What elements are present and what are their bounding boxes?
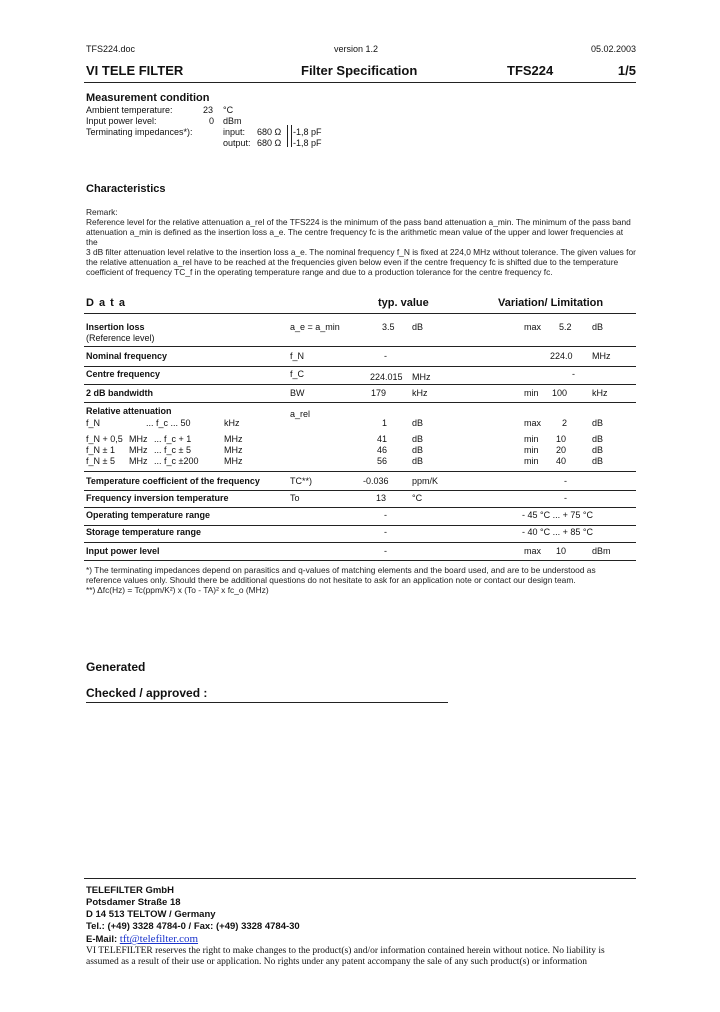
term-input-cap: -1,8 pF <box>293 127 322 137</box>
signature-line <box>86 702 448 703</box>
table-header-rule <box>84 313 636 314</box>
row-lim-unit: dB <box>592 322 604 332</box>
ra-frequency: f_N + 0,5 <box>86 434 123 444</box>
row-lim: 224.0 <box>550 351 573 361</box>
row-label: Insertion loss <box>86 322 145 332</box>
table-row <box>86 456 636 472</box>
col-data: D a t a <box>86 297 127 309</box>
row-typ-unit: dB <box>412 445 424 455</box>
row-lim-unit: dB <box>592 445 604 455</box>
generated-label: Generated <box>86 660 146 674</box>
row-rule <box>84 560 636 561</box>
row-label: Relative attenuation <box>86 406 172 416</box>
footer-street: Potsdamer Straße 18 <box>86 897 181 908</box>
row-lim: - 45 °C ... + 75 °C <box>522 510 593 520</box>
term-output-label: output: <box>223 138 251 148</box>
measurement-title: Measurement condition <box>86 92 210 104</box>
footnote-1: *) The terminating impedances depend on parasitics and q-values of matching elements and the board used, and are to be understood as <box>86 565 596 575</box>
row-lim: 100 <box>552 388 568 398</box>
row-lim-kind: min <box>524 434 539 444</box>
characteristics-title: Characteristics <box>86 183 166 195</box>
row-lim: 40 <box>556 456 567 466</box>
row-symbol: To <box>290 493 300 503</box>
ra-unit: MHz <box>224 445 243 455</box>
row-lim: 5.2 <box>559 322 572 332</box>
row-symbol: BW <box>290 388 305 398</box>
row-typ: 1 <box>382 418 388 428</box>
ra-frequency: f_N ± 1 <box>86 445 115 455</box>
row-symbol: TC**) <box>290 476 312 486</box>
row-rule <box>84 542 636 543</box>
input-power-unit: dBm <box>223 116 242 126</box>
row-lim-kind: max <box>524 418 542 428</box>
row-lim: 20 <box>556 445 567 455</box>
row-lim-unit: MHz <box>592 351 611 361</box>
ra-frequency: f_N ± 5 <box>86 456 115 466</box>
row-typ: 46 <box>377 445 388 455</box>
row-typ: 13 <box>376 493 387 503</box>
row-typ: 224.015 <box>370 372 403 382</box>
row-lim: 10 <box>556 546 567 556</box>
table-row <box>86 351 636 367</box>
table-row <box>86 510 636 526</box>
ra-mhz: MHz <box>129 434 148 444</box>
row-rule <box>84 384 636 385</box>
row-typ: 179 <box>371 388 387 398</box>
row-lim: 10 <box>556 434 567 444</box>
row-lim-kind: min <box>524 388 539 398</box>
doc-version: version 1.2 <box>334 44 379 54</box>
footer-city: D 14 513 TELTOW / Germany <box>86 909 216 920</box>
row-lim: 2 <box>562 418 568 428</box>
checked-label: Checked / approved : <box>86 686 208 700</box>
footnote-2: **) Δfc(Hz) = Tc(ppm/K²) x (To - TA)² x fc_o (MHz) <box>86 585 269 595</box>
row-typ-unit: dB <box>412 322 424 332</box>
page-number: 1/5 <box>617 63 636 78</box>
ra-unit: MHz <box>224 434 243 444</box>
row-symbol: a_rel <box>290 409 311 419</box>
footer-company: TELEFILTER GmbH <box>86 885 174 896</box>
row-typ: 41 <box>377 434 388 444</box>
row-symbol: a_e = a_min <box>290 322 340 332</box>
row-lim: - <box>572 369 575 379</box>
row-typ: - <box>384 510 387 520</box>
input-power-label: Input power level: <box>86 116 157 126</box>
row-lim-unit: dB <box>592 418 604 428</box>
row-rule <box>84 525 636 526</box>
row-label: Temperature coefficient of the frequency <box>86 476 260 486</box>
ambient-value: 23 <box>203 105 214 115</box>
row-lim-unit: dB <box>592 456 604 466</box>
header-rule <box>84 82 636 83</box>
remark-line: the <box>86 237 98 247</box>
ra-unit: MHz <box>224 456 243 466</box>
row-rule <box>84 490 636 491</box>
row-typ: - <box>384 527 387 537</box>
row-typ: -0.036 <box>363 476 389 486</box>
ra-range: ... f_c ... 50 <box>146 418 191 428</box>
row-lim-kind: min <box>524 445 539 455</box>
row-label: Centre frequency <box>86 369 161 379</box>
footer-phone: Tel.: (+49) 3328 4784-0 / Fax: (+49) 3328 4784-30 <box>86 921 300 932</box>
ambient-unit: °C <box>223 105 234 115</box>
row-typ-unit: dB <box>412 456 424 466</box>
remark-line: 3 dB filter attenuation level relative to the insertion loss a_e. The nominal frequency f_N is fixed at 224,0 MHz without tolerance. The given values for <box>86 247 636 257</box>
doc-title: Filter Specification <box>301 63 418 78</box>
row-typ-unit: °C <box>412 493 423 503</box>
footer-email-label: E-Mail: <box>86 934 120 945</box>
email-link[interactable]: tft@telefilter.com <box>119 933 199 945</box>
company-name: VI TELE FILTER <box>86 63 184 78</box>
col-typ: typ. value <box>378 297 429 309</box>
row-rule <box>84 346 636 347</box>
row-typ: - <box>384 351 387 361</box>
row-typ: 56 <box>377 456 388 466</box>
row-label: Storage temperature range <box>86 527 202 537</box>
row-typ: 3.5 <box>382 322 395 332</box>
term-input-label: input: <box>223 127 246 137</box>
ra-frequency: f_N <box>86 418 101 428</box>
row-lim-kind: max <box>524 322 542 332</box>
doc-filename: TFS224.doc <box>86 44 136 54</box>
row-typ-unit: kHz <box>412 388 428 398</box>
term-input-value: 680 Ω <box>257 127 282 137</box>
disclaimer-line: assumed as a result of their use or application. No rights under any patent accompany the sale of any such product(s) or information <box>86 957 587 967</box>
row-symbol: f_N <box>290 351 305 361</box>
row-lim: - <box>564 493 567 503</box>
row-rule <box>84 402 636 403</box>
doc-date: 05.02.2003 <box>590 44 636 54</box>
ambient-label: Ambient temperature: <box>86 105 173 115</box>
ra-range: ... f_c ± 5 <box>154 445 191 455</box>
footer-email-row <box>86 933 198 945</box>
row-label: Nominal frequency <box>86 351 168 361</box>
remark-label: Remark: <box>86 207 118 217</box>
remark-line: the relative attenuation a_rel have to be reached at the frequencies given below even if the centre frequency fc is shifted due to the temperature <box>86 257 619 267</box>
row-label: 2 dB bandwidth <box>86 388 153 398</box>
row-typ-unit: dB <box>412 418 424 428</box>
row-sublabel: (Reference level) <box>86 333 155 343</box>
row-lim-kind: max <box>524 546 542 556</box>
row-rule <box>84 471 636 472</box>
row-lim-unit: dBm <box>592 546 611 556</box>
ra-range: ... f_c + 1 <box>154 434 192 444</box>
remark-line: coefficient of frequency TC_f in the operating temperature range and due to a production tolerance for the centre frequency fc. <box>86 267 553 277</box>
row-typ: - <box>384 546 387 556</box>
term-output-cap: -1,8 pF <box>293 138 322 148</box>
ra-range: ... f_c ±200 <box>154 456 199 466</box>
col-variation: Variation/ Limitation <box>498 297 604 309</box>
remark-line: Reference level for the relative attenuation a_rel of the TFS224 is the minimum of the pass band attenuation a_min. The minimum of the pass band <box>86 217 631 227</box>
row-typ-unit: ppm/K <box>412 476 439 486</box>
ra-unit: kHz <box>224 418 240 428</box>
row-lim: - <box>564 476 567 486</box>
row-lim: - 40 °C ... + 85 °C <box>522 527 593 537</box>
row-typ-unit: MHz <box>412 372 431 382</box>
product-code: TFS224 <box>507 63 554 78</box>
disclaimer-line: VI TELEFILTER reserves the right to make changes to the product(s) and/or information contained herein without notice. No liability is <box>86 946 605 956</box>
row-lim-kind: min <box>524 456 539 466</box>
row-lim-unit: dB <box>592 434 604 444</box>
remark-line: attenuation a_min is defined as the insertion loss a_e. The centre frequency fc is the arithmetic mean value of the upper and lower frequencies at <box>86 227 624 237</box>
ra-mhz: MHz <box>129 445 148 455</box>
footnote-1-cont: reference values only. Should there be additional questions do not hesitate to ask for an application note or contact our design team. <box>86 575 576 585</box>
row-label: Frequency inversion temperature <box>86 493 229 503</box>
row-rule <box>84 366 636 367</box>
parallel-symbol <box>287 125 292 136</box>
table-row <box>86 527 636 543</box>
footer-rule <box>84 878 636 879</box>
row-symbol: f_C <box>290 369 305 379</box>
table-row <box>86 418 636 434</box>
row-label: Operating temperature range <box>86 510 211 520</box>
row-rule <box>84 507 636 508</box>
parallel-symbol <box>287 136 292 147</box>
input-power-value: 0 <box>209 116 215 126</box>
row-label: Input power level <box>86 546 160 556</box>
row-lim-unit: kHz <box>592 388 608 398</box>
row-typ-unit: dB <box>412 434 424 444</box>
ra-mhz: MHz <box>129 456 148 466</box>
table-row <box>86 369 636 385</box>
term-output-value: 680 Ω <box>257 138 282 148</box>
term-label: Terminating impedances*): <box>86 127 193 137</box>
